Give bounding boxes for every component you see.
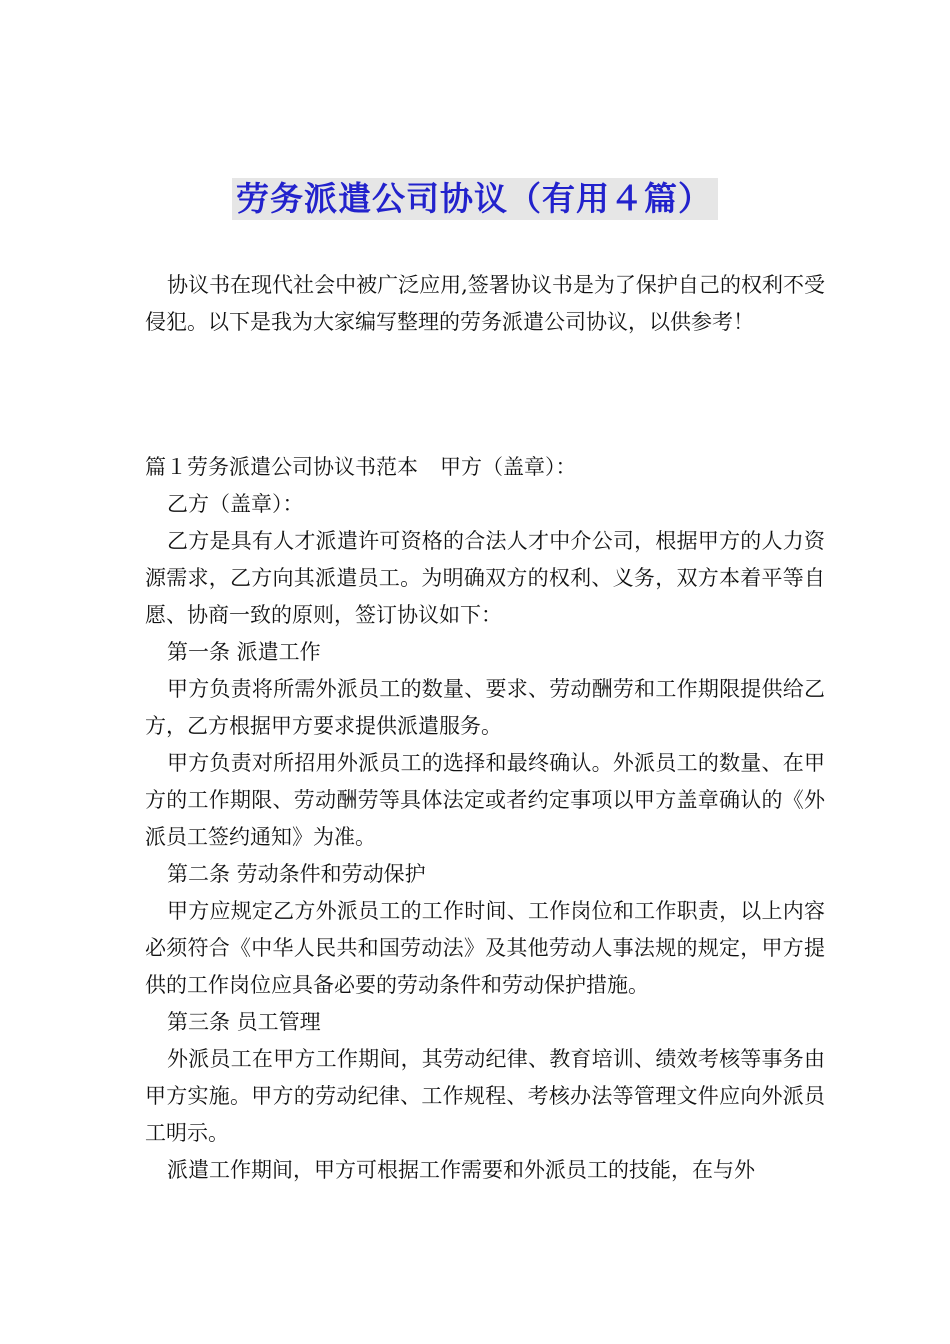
title-block (0, 178, 950, 220)
paragraph: 乙方是具有人才派遣许可资格的合法人才中介公司，根据甲方的人力资源需求，乙方向其派遣员工。为明确双方的权利、义务，双方本着平等自愿、协商一致的原则，签订协议如下： (145, 529, 825, 627)
article-heading: 第二条 劳动条件和劳动保护 (167, 862, 426, 886)
paragraph: 甲方负责对所招用外派员工的选择和最终确认。外派员工的数量、在甲方的工作期限、劳动酬劳等具体法定或者约定事项以甲方盖章确认的《外派员工签约通知》为准。 (145, 751, 825, 849)
paragraph: 派遣工作期间，甲方可根据工作需要和外派员工的技能，在与外 (167, 1158, 755, 1182)
paragraph: 甲方应规定乙方外派员工的工作时间、工作岗位和工作职责，以上内容必须符合《中华人民共和国劳动法》及其他劳动人事法规的规定，甲方提供的工作岗位应具备必要的劳动条件和劳动保护措施。 (145, 899, 825, 997)
party-a-label: 甲方（盖章）： (440, 455, 577, 479)
paragraph: 甲方负责将所需外派员工的数量、要求、劳动酬劳和工作期限提供给乙方，乙方根据甲方要求提供派遣服务。 (145, 677, 825, 738)
intro-paragraph: 协议书在现代社会中被广泛应用,签署协议书是为了保护自己的权利不受侵犯。以下是我为大家编写整理的劳务派遣公司协议，以供参考！ (145, 273, 825, 334)
intro-block (145, 267, 825, 341)
section-heading: 篇１劳务派遣公司协议书范本 (145, 455, 418, 479)
section-heading-line (145, 449, 825, 486)
party-b-label: 乙方（盖章）： (167, 492, 304, 516)
document-title: 劳务派遣公司协议（有用４篇） (232, 178, 718, 220)
agreement-body (145, 449, 825, 1189)
article-heading: 第一条 派遣工作 (167, 640, 321, 664)
paragraph: 外派员工在甲方工作期间，其劳动纪律、教育培训、绩效考核等事务由甲方实施。甲方的劳动纪律、工作规程、考核办法等管理文件应向外派员工明示。 (145, 1047, 825, 1145)
article-heading: 第三条 员工管理 (167, 1010, 321, 1034)
